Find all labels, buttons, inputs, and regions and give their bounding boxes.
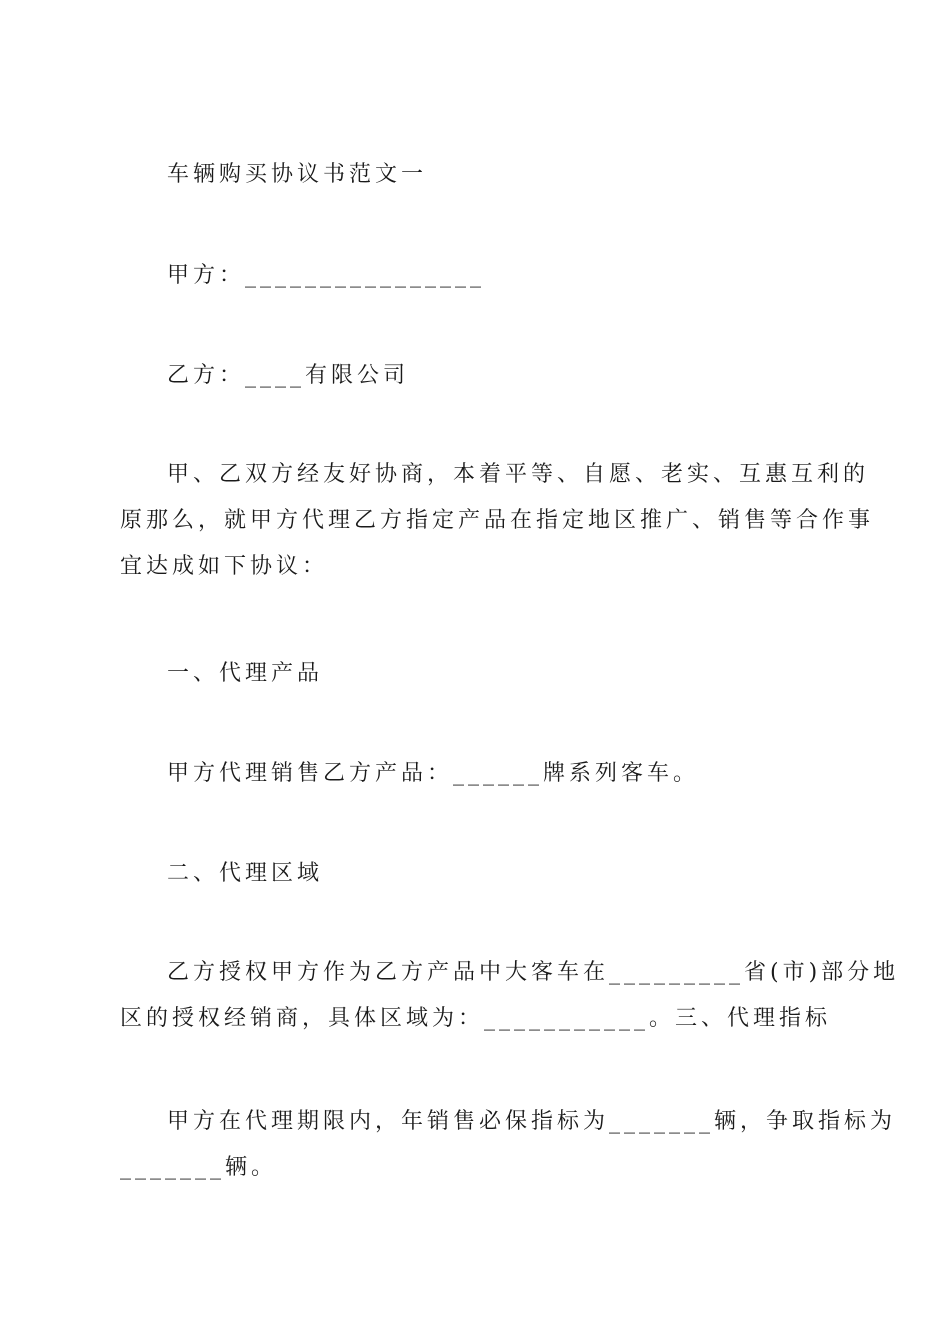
intro-line-1: 甲、乙双方经友好协商，本着平等、自愿、老实、互惠互利的 xyxy=(167,462,870,487)
intro-line-3: 宜达成如下协议： xyxy=(120,554,329,579)
document-title: 车辆购买协议书范文一 xyxy=(167,162,428,187)
intro-paragraph xyxy=(120,452,875,590)
section3-line-1: 甲方在代理期限内，年销售必保指标为_______辆，争取指标为 xyxy=(167,1109,897,1134)
section2-line-1: 乙方授权甲方作为乙方产品中大客车在_________省(市)部分地 xyxy=(167,960,900,985)
section1-heading: 一、代理产品 xyxy=(167,661,324,686)
section2-line-2: 区的授权经销商，具体区域为：___________。三、代理指标 xyxy=(120,1006,832,1031)
section1-text: 甲方代理销售乙方产品：______牌系列客车。 xyxy=(167,761,700,786)
section2-paragraph xyxy=(120,950,900,1042)
section2-heading: 二、代理区域 xyxy=(167,861,324,886)
section3-paragraph xyxy=(120,1099,897,1191)
party-b-line: 乙方：____有限公司 xyxy=(167,363,410,388)
party-a-line: 甲方：________________ xyxy=(167,263,486,288)
section3-line-2: _______辆。 xyxy=(120,1155,278,1180)
intro-line-2: 原那么，就甲方代理乙方指定产品在指定地区推广、销售等合作事 xyxy=(120,508,875,533)
